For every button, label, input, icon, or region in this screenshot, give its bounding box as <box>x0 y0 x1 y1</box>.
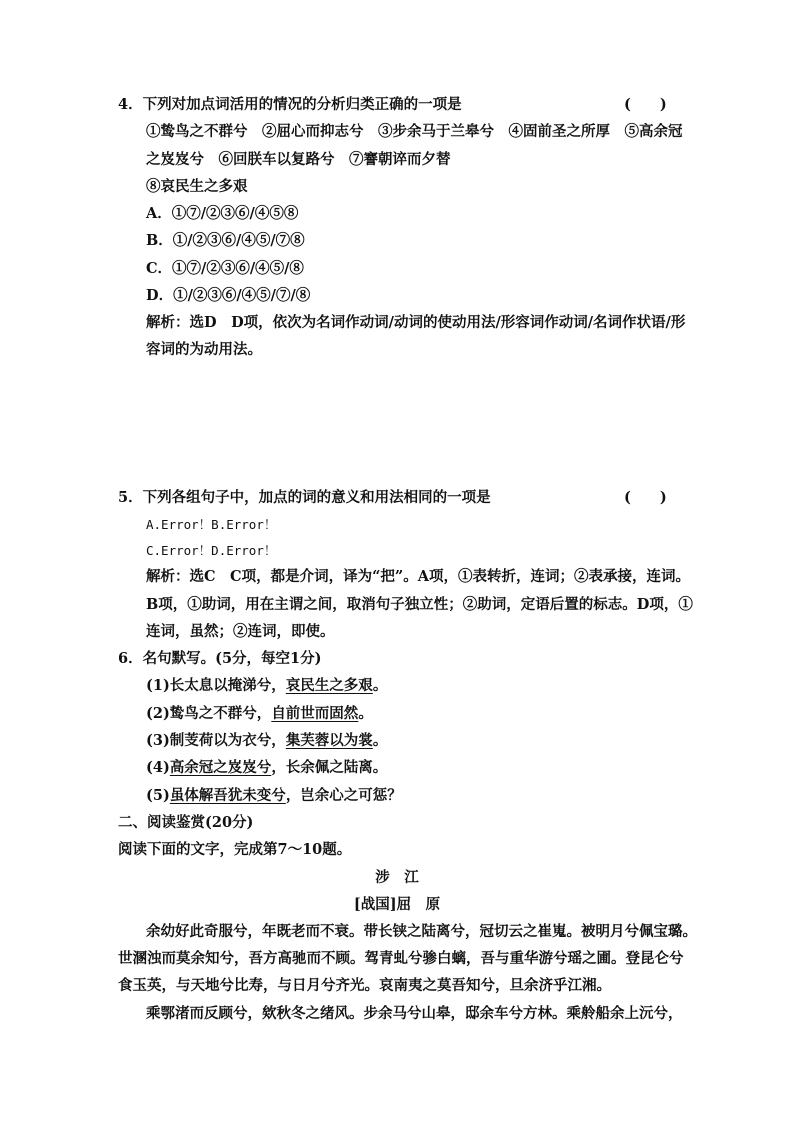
poem-author: [战国]屈 原 <box>353 896 441 913</box>
q6-item-prefix: (4) <box>146 759 170 776</box>
q4-line3: ⑧哀民生之多艰 <box>146 178 248 195</box>
q6-stem: 6．名句默写。(5分，每空1分) <box>118 650 322 667</box>
q6-item-answer: 自前世而固然 <box>271 705 359 722</box>
q4-analysis-line1: 解析：选D D项，依次为名词作动词/动词的使动用法/形容词作动词/名词作状语/形 <box>146 314 686 331</box>
poem-line4: 乘鄂渚而反顾兮，欸秋冬之绪风。步余马兮山皋，邸余车兮方林。乘舲船余上沅兮， <box>146 1005 683 1022</box>
q6-item-suffix: 。 <box>358 705 373 722</box>
q5-analysis-line1: 解析：选C C项，都是介词，译为“把”。A项，①表转折，连词；②表承接，连词。 <box>146 568 691 585</box>
q6-item-prefix: (3)制芰荷以为衣兮， <box>146 732 286 749</box>
q6-item-2 <box>146 704 373 724</box>
q5-analysis-line3: 连词，虽然；②连词，即使。 <box>146 623 335 640</box>
q6-item-prefix: (2)鸷鸟之不群兮， <box>146 705 272 722</box>
q4-answer-paren: ( ) <box>624 96 667 113</box>
q6-item-answer: 高余冠之岌岌兮 <box>169 759 272 776</box>
q4-line2: 之岌岌兮 ⑥回朕车以复路兮 ⑦謇朝谇而夕替 <box>146 151 451 168</box>
poem-line1: 余幼好此奇服兮，年既老而不衰。带长铗之陆离兮，冠切云之崔嵬。被明月兮佩宝璐。 <box>146 923 697 940</box>
q5-stem: 5．下列各组句子中，加点的词的意义和用法相同的一项是 <box>118 489 491 506</box>
poem-line3: 食玉英，与天地兮比寿，与日月兮齐光。哀南夷之莫吾知兮，旦余济乎江湘。 <box>118 977 611 994</box>
q4-stem: 4．下列对加点词活用的情况的分析归类正确的一项是 <box>118 96 462 113</box>
q4-line1: ①鸷鸟之不群兮 ②屈心而抑志兮 ③步余马于兰皋兮 ④固前圣之所厚 ⑤高余冠 <box>146 123 683 140</box>
q5-options-cd: C.Error！D.Error！ <box>146 543 277 558</box>
q5-analysis-line2: B项，①助词，用在主谓之间，取消句子独立性；②助词，定语后置的标志。D项，① <box>146 596 693 613</box>
q4-option-b: B．①/②③⑥/④⑤/⑦⑧ <box>146 232 305 249</box>
q6-item-answer: 虽体解吾犹未变兮 <box>169 787 286 804</box>
poem-line2: 世溷浊而莫余知兮，吾方高驰而不顾。驾青虬兮骖白螭，吾与重华游兮瑶之圃。登昆仑兮 <box>118 950 684 967</box>
q6-item-3 <box>146 731 387 751</box>
q6-item-answer: 哀民生之多艰 <box>285 677 373 694</box>
q6-item-5 <box>146 786 402 806</box>
q6-item-prefix: (1)长太息以掩涕兮， <box>146 677 286 694</box>
section2-heading: 二、阅读鉴赏(20分) <box>118 814 254 831</box>
q6-item-suffix: 。 <box>372 732 388 749</box>
poem-title: 涉 江 <box>375 869 419 886</box>
q4-analysis-line2: 容词的为动用法。 <box>146 341 262 358</box>
q4-option-d: D．①/②③⑥/④⑤/⑦/⑧ <box>146 287 311 304</box>
q5-answer-paren: ( ) <box>624 489 667 506</box>
q4-option-c: C．①⑦/②③⑥/④⑤/⑧ <box>146 260 304 277</box>
q6-item-answer: 集芙蓉以为裳 <box>285 732 373 749</box>
q6-item-prefix: (5) <box>146 787 170 804</box>
q6-item-1 <box>146 676 387 696</box>
q4-option-a: A．①⑦/②③⑥/④⑤⑧ <box>146 205 299 222</box>
section2-instruction: 阅读下面的文字，完成第7～10题。 <box>118 841 352 858</box>
q6-item-suffix: 。 <box>372 677 388 694</box>
q6-item-suffix: ，长余佩之陆离。 <box>271 759 388 776</box>
q6-item-4 <box>146 758 387 778</box>
q6-item-suffix: ，岂余心之可惩？ <box>285 787 402 804</box>
q5-options-ab: A.Error！B.Error！ <box>146 517 277 532</box>
